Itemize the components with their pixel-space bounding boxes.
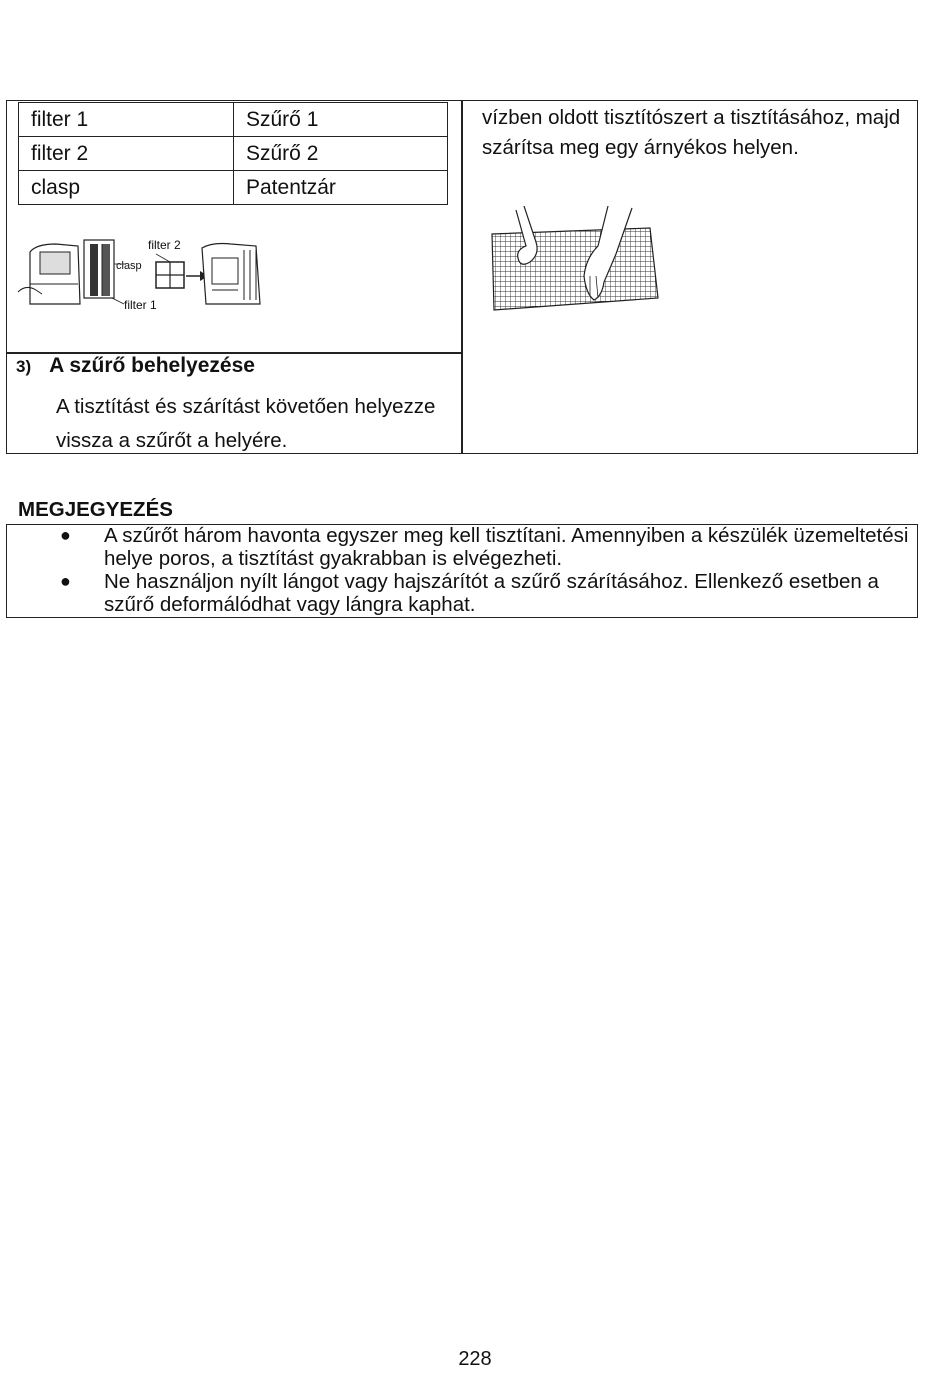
note-item-text: A szűrőt három havonta egyszer meg kell tisztítani. Amennyiben a készülék üzemeltetési helye poros, a tisztítást gyakrabban is elvégezheti. xyxy=(104,524,909,570)
legend-translation: Szűrő 2 xyxy=(234,137,448,171)
filter-grid-hands-image xyxy=(490,206,660,316)
legend-translation: Patentzár xyxy=(234,171,448,205)
note-item xyxy=(60,524,910,570)
legend-term: filter 1 xyxy=(19,103,234,137)
step-heading xyxy=(16,354,255,378)
legend-row xyxy=(19,137,448,171)
note-item-text: Ne használjon nyílt lángot vagy hajszárítót a szűrő szárításához. Ellenkező esetben a szűrő deformálódhat vagy lángra kaphat. xyxy=(104,570,879,616)
step-body-text: A tisztítást és szárítást követően helyezze vissza a szűrőt a helyére. xyxy=(56,395,436,452)
legend-row xyxy=(19,171,448,205)
legend-term: clasp xyxy=(19,171,234,205)
column-divider xyxy=(461,100,463,454)
clasp-label: clasp xyxy=(116,260,142,272)
filter1-label: filter 1 xyxy=(124,298,157,312)
filter-removal-diagram xyxy=(16,234,266,314)
filter2-label: filter 2 xyxy=(148,238,181,252)
note-heading: MEGJEGYEZÉS xyxy=(18,498,173,521)
page-number: 228 xyxy=(458,1348,492,1370)
step-title: A szűrő behelyezése xyxy=(49,354,255,377)
step-number: 3) xyxy=(16,357,32,376)
note-item xyxy=(60,570,910,616)
filter-washing-illustration xyxy=(490,206,660,316)
legend-row xyxy=(19,103,448,137)
note-list xyxy=(60,524,910,616)
legend-term: filter 2 xyxy=(19,137,234,171)
bullet-icon: ● xyxy=(60,571,71,591)
legend-table xyxy=(18,102,448,205)
cleaning-instruction-text: vízben oldott tisztítószert a tisztításához, majd szárítsa meg egy árnyékos helyen. xyxy=(482,106,901,159)
legend-translation: Szűrő 1 xyxy=(234,103,448,137)
bullet-icon: ● xyxy=(60,525,71,545)
